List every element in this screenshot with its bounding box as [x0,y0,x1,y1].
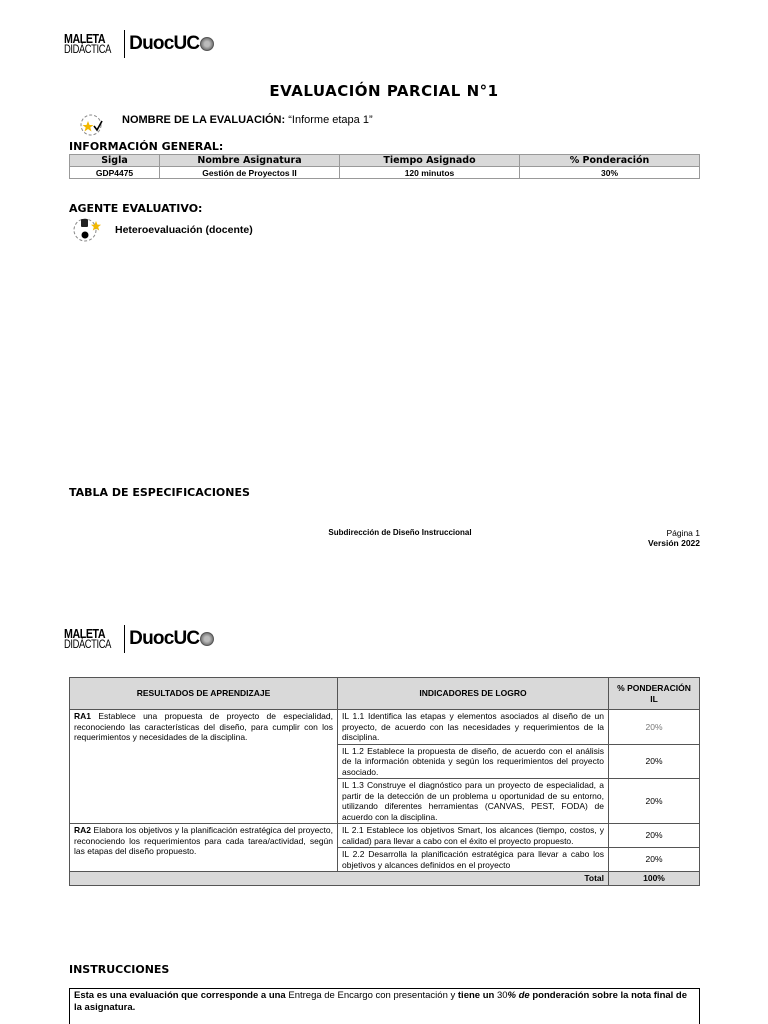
logo-divider [124,30,125,58]
col-tiempo: Tiempo Asignado [340,155,520,167]
agent-value: Heteroevaluación (docente) [115,224,253,236]
spec-table-heading: TABLA DE ESPECIFICACIONES [69,486,250,499]
footer-department: Subdirección de Diseño Instruccional [328,528,472,537]
table-row: GDP4475 Gestión de Proyectos II 120 minutos 30% [70,167,700,179]
evaluation-name: NOMBRE DE LA EVALUACIÓN: “Informe etapa 1” [122,114,373,126]
duoc-logo-text: DuocUC [129,628,200,649]
indicator-il22: IL 2.2 Desarrolla la planificación estratégica para llevar a cabo los objetivos y alcances definidos en el proyecto [338,848,609,872]
page-number: Página 1 [666,528,700,538]
duoc-logo-text: DuocUC [129,33,200,54]
col-asignatura: Nombre Asignatura [160,155,340,167]
table-row [70,824,700,848]
col-indicadores: INDICADORES DE LOGRO [338,678,609,710]
indicator-il13: IL 1.3 Construye el diagnóstico para un proyecto de especialidad, a partir de la detección de un problema u oportunidad de su entorno, utilizando diferentes herramientas (CANVAS, PEST, FODA) de acuerdo con la disciplina. [338,779,609,824]
evaluation-badge-icon [79,112,105,138]
total-row [70,872,700,886]
indicator-il21-pct: 20% [609,824,700,848]
indicator-il22-pct: 20% [609,848,700,872]
instructions-box: Esta es una evaluación que corresponde a una Entrega de Encargo con presentación y tiene un 30% de ponderación sobre la nota final de la asignatura. [69,988,700,1024]
version-label: Versión 2022 [648,538,700,548]
specification-table [69,677,700,886]
ra1-cell: RA1 Establece una propuesta de proyecto de especialidad, reconociendo las características del diseño, para cumplir con los requerimientos y necesidades de la disciplina. [70,710,338,824]
table-row [70,710,700,745]
logo-divider [124,625,125,653]
total-label: Total [70,872,609,886]
ra2-cell: RA2 Elabora los objetivos y la planificación estratégica del proyecto, reconociendo los requerimientos para cada tarea/actividad, según las etapas del diseño propuesto. [70,824,338,872]
col-ponderacion: % Ponderación [520,155,700,167]
indicator-il12: IL 1.2 Establece la propuesta de diseño, de acuerdo con el análisis de la información obtenida y según los requerimientos del proyecto asociado. [338,744,609,779]
footer-page-info [648,528,700,548]
indicator-il13-pct: 20% [609,779,700,824]
header-logo-page2 [64,625,214,653]
maleta-logo-text: MALETA DIDÁCTICA [64,626,111,651]
page-title: EVALUACIÓN PARCIAL N°1 [269,82,499,100]
duoc-seal-icon [200,632,214,646]
indicator-il11-pct: 20% [609,710,700,745]
instructions-heading: INSTRUCCIONES [69,963,170,976]
general-info-heading: INFORMACIÓN GENERAL: [69,140,224,153]
evaluator-agent-icon [72,216,104,244]
col-ponderacion-il: % PONDERACIÓN IL [609,678,700,710]
col-resultados: RESULTADOS DE APRENDIZAJE [70,678,338,710]
general-info-table [69,154,700,179]
col-sigla: Sigla [70,155,160,167]
indicator-il11: IL 1.1 Identifica las etapas y elementos asociados al diseño de un proyecto, de acuerdo con las necesidades y requerimientos de la disciplina. [338,710,609,745]
total-value: 100% [609,872,700,886]
maleta-logo-text: MALETA DIDÁCTICA [64,31,111,56]
agent-heading: AGENTE EVALUATIVO: [69,202,203,215]
indicator-il21: IL 2.1 Establece los objetivos Smart, los alcances (tiempo, costos, y calidad) para llevar a cabo con el éxito el proyecto propuesto. [338,824,609,848]
header-logo [64,30,214,58]
indicator-il12-pct: 20% [609,744,700,779]
duoc-seal-icon [200,37,214,51]
